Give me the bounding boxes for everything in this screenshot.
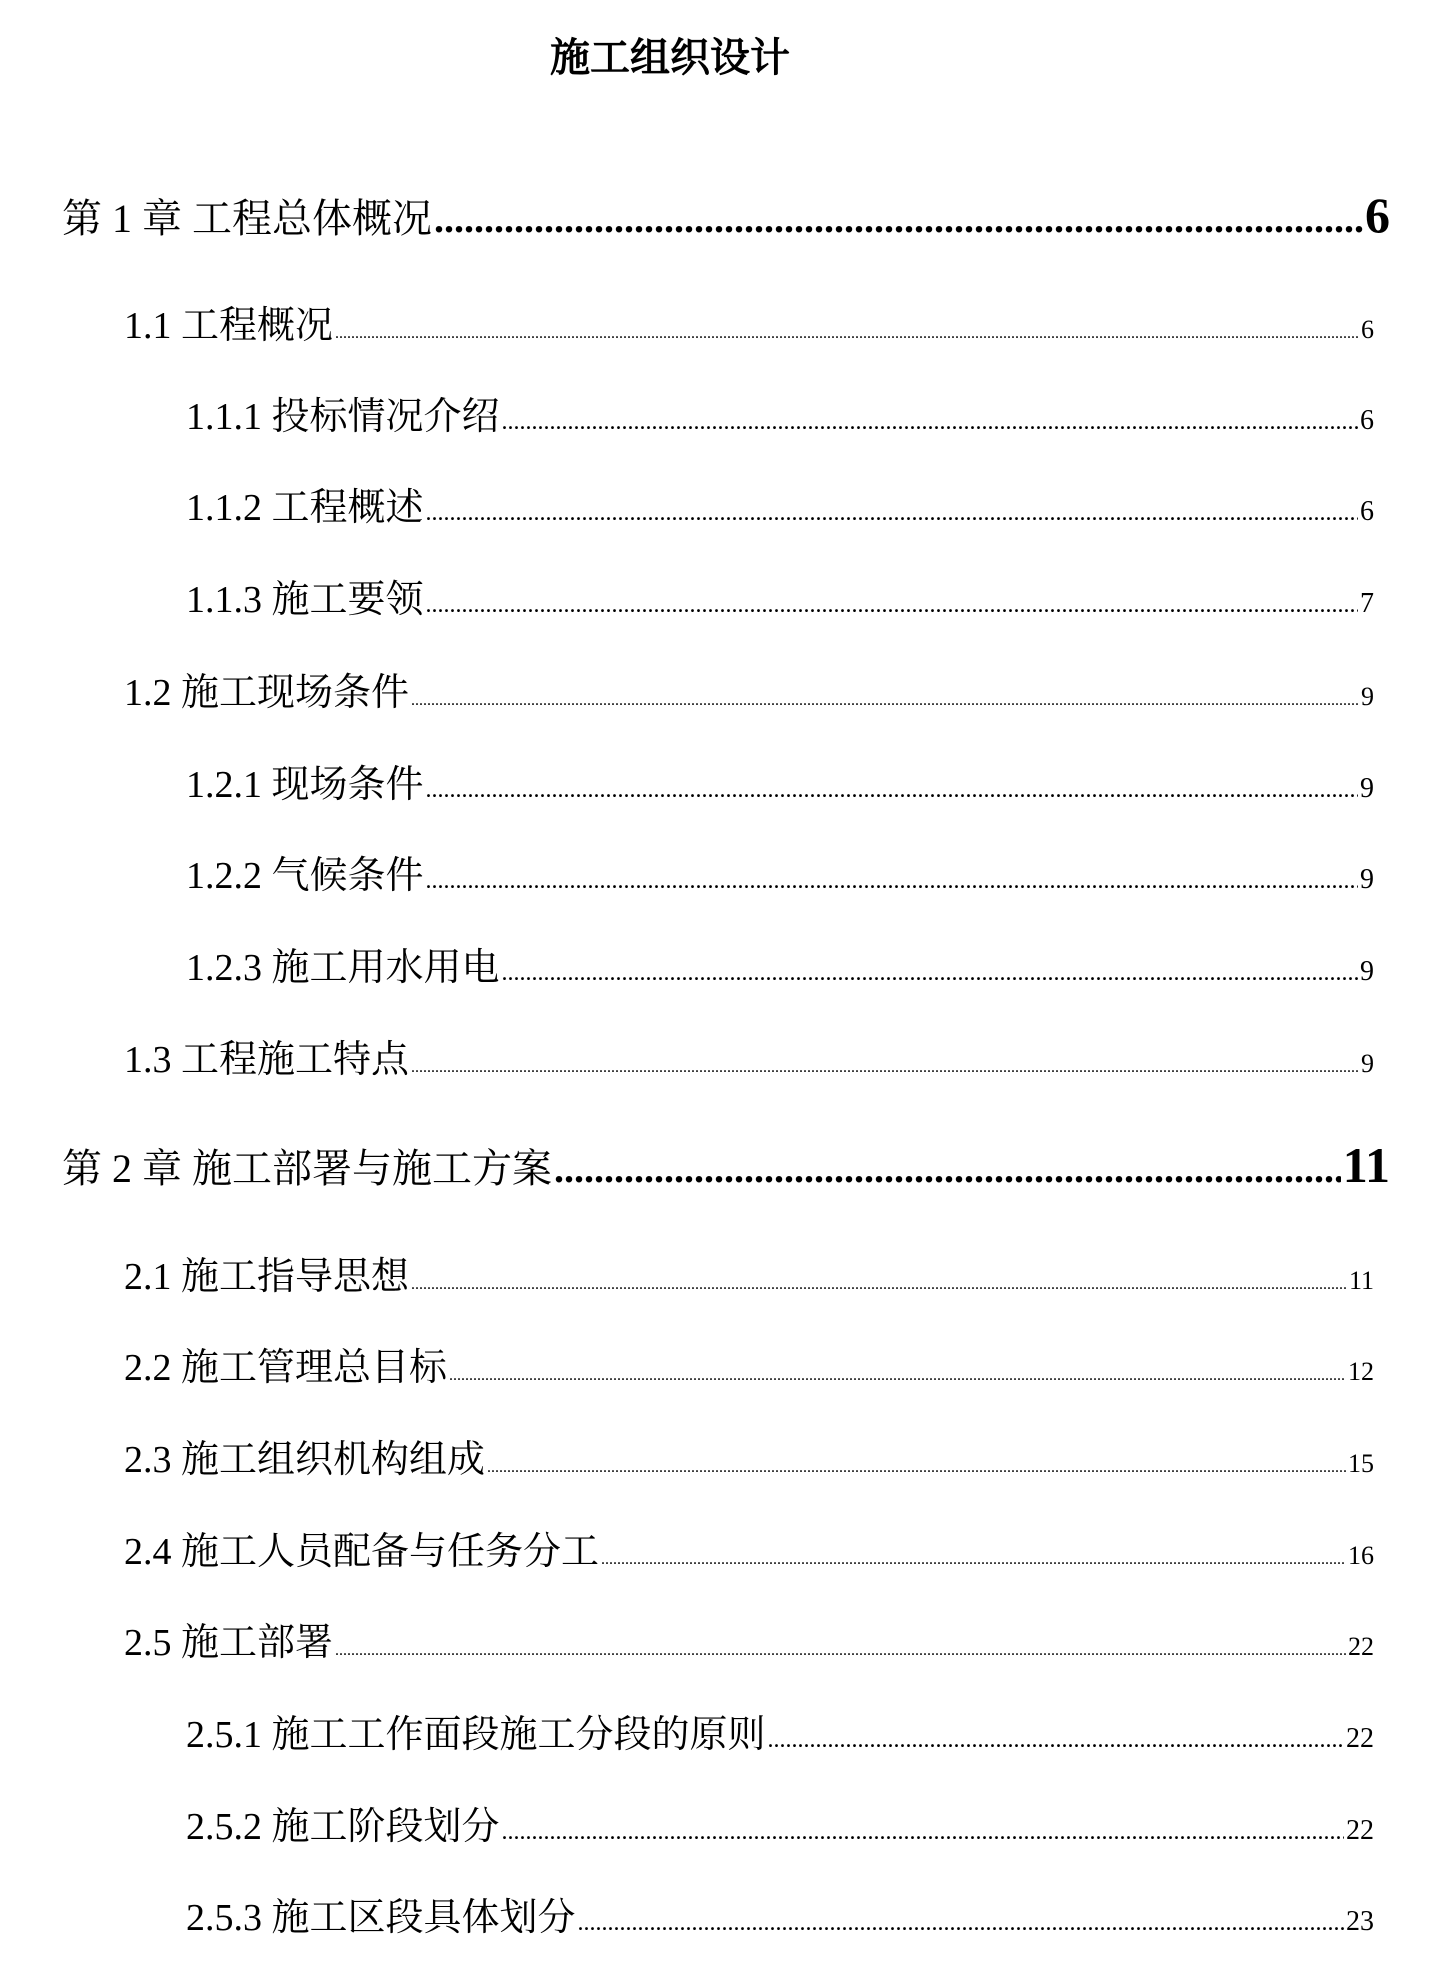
toc-entry-2-5[interactable] bbox=[124, 1611, 1374, 1663]
toc-entry-page: 9 bbox=[1361, 1049, 1374, 1078]
toc-entry-page: 6 bbox=[1361, 315, 1374, 344]
toc-entry-label: 2.1 施工指导思想 bbox=[124, 1256, 410, 1298]
dot-leader bbox=[411, 1059, 1359, 1077]
toc-entry-label: 1.2.3 施工用水用电 bbox=[186, 947, 500, 989]
dot-leader bbox=[502, 960, 1358, 987]
toc-entry-page: 12 bbox=[1348, 1357, 1374, 1386]
toc-entry-page: 22 bbox=[1348, 1632, 1374, 1661]
toc-entry-chapter-1[interactable] bbox=[62, 186, 1390, 242]
toc-entry-2-3[interactable] bbox=[124, 1428, 1374, 1480]
dot-leader bbox=[335, 325, 1359, 343]
toc-entry-page: 7 bbox=[1360, 588, 1374, 619]
toc-entry-label: 2.3 施工组织机构组成 bbox=[124, 1439, 486, 1481]
toc-entry-label: 第 1 章 工程总体概况 bbox=[62, 196, 432, 241]
toc-entry-label: 1.1 工程概况 bbox=[124, 305, 334, 347]
toc-entry-1-2-3[interactable] bbox=[186, 936, 1374, 988]
dot-leader bbox=[601, 1551, 1346, 1569]
toc-entry-label: 2.5.2 施工阶段划分 bbox=[186, 1806, 500, 1848]
toc-entry-chapter-2[interactable] bbox=[62, 1136, 1390, 1192]
toc-entry-label: 2.5.3 施工区段具体划分 bbox=[186, 1897, 576, 1939]
toc-entry-page: 23 bbox=[1346, 1906, 1374, 1937]
toc-entry-page: 15 bbox=[1348, 1449, 1374, 1478]
toc-entry-page: 6 bbox=[1360, 405, 1374, 436]
toc-entry-page: 16 bbox=[1348, 1541, 1374, 1570]
toc-entry-page: 11 bbox=[1348, 1266, 1374, 1295]
dot-leader bbox=[768, 1727, 1344, 1754]
toc-entry-label: 1.1.2 工程概述 bbox=[186, 487, 424, 529]
toc-entry-page: 9 bbox=[1360, 864, 1374, 895]
toc-entry-2-5-3[interactable] bbox=[186, 1886, 1374, 1938]
toc-entry-page: 9 bbox=[1360, 956, 1374, 987]
toc-entry-label: 1.3 工程施工特点 bbox=[124, 1039, 410, 1081]
dot-leader bbox=[434, 195, 1363, 242]
toc-entry-page: 22 bbox=[1346, 1723, 1374, 1754]
toc-entry-1-1-2[interactable] bbox=[186, 476, 1374, 528]
toc-entry-1-3[interactable] bbox=[124, 1028, 1374, 1080]
dot-leader bbox=[426, 777, 1358, 804]
dot-leader bbox=[426, 868, 1358, 895]
toc-entry-page: 22 bbox=[1346, 1815, 1374, 1846]
toc-entry-1-1-1[interactable] bbox=[186, 385, 1374, 437]
toc-entry-page: 9 bbox=[1361, 682, 1374, 711]
dot-leader bbox=[426, 500, 1358, 527]
toc-entry-label: 2.4 施工人员配备与任务分工 bbox=[124, 1531, 600, 1573]
toc-entry-label: 1.2.2 气候条件 bbox=[186, 855, 424, 897]
dot-leader bbox=[578, 1910, 1344, 1937]
dot-leader bbox=[554, 1145, 1341, 1192]
toc-entry-label: 2.5 施工部署 bbox=[124, 1622, 334, 1664]
page-title: 施工组织设计 bbox=[550, 35, 790, 80]
toc-entry-page: 9 bbox=[1360, 773, 1374, 804]
dot-leader bbox=[487, 1459, 1346, 1477]
toc-entry-page: 11 bbox=[1342, 1137, 1390, 1193]
toc-entry-label: 2.2 施工管理总目标 bbox=[124, 1347, 448, 1389]
dot-leader bbox=[411, 692, 1359, 710]
toc-entry-2-5-2[interactable] bbox=[186, 1795, 1374, 1847]
toc-entry-label: 1.2.1 现场条件 bbox=[186, 764, 424, 806]
toc-entry-2-2[interactable] bbox=[124, 1336, 1374, 1388]
dot-leader bbox=[335, 1642, 1346, 1660]
toc-entry-label: 第 2 章 施工部署与施工方案 bbox=[62, 1146, 552, 1191]
toc-entry-1-1[interactable] bbox=[124, 294, 1374, 346]
toc-entry-2-4[interactable] bbox=[124, 1520, 1374, 1572]
toc-entry-label: 1.1.1 投标情况介绍 bbox=[186, 396, 500, 438]
toc-entry-label: 2.5.1 施工工作面段施工分段的原则 bbox=[186, 1714, 766, 1756]
toc-entry-2-1[interactable] bbox=[124, 1245, 1374, 1297]
toc-entry-1-2-2[interactable] bbox=[186, 844, 1374, 896]
dot-leader bbox=[502, 1819, 1344, 1846]
toc-entry-1-1-3[interactable] bbox=[186, 568, 1374, 620]
toc-entry-1-2-1[interactable] bbox=[186, 753, 1374, 805]
toc-entry-label: 1.2 施工现场条件 bbox=[124, 672, 410, 714]
toc-entry-2-5-1[interactable] bbox=[186, 1703, 1374, 1755]
dot-leader bbox=[502, 409, 1358, 436]
toc-entry-page: 6 bbox=[1360, 496, 1374, 527]
dot-leader bbox=[449, 1367, 1346, 1385]
toc-entry-1-2[interactable] bbox=[124, 661, 1374, 713]
toc-entry-page: 6 bbox=[1365, 187, 1390, 243]
dot-leader bbox=[411, 1276, 1347, 1294]
dot-leader bbox=[426, 592, 1358, 619]
toc-entry-label: 1.1.3 施工要领 bbox=[186, 579, 424, 621]
